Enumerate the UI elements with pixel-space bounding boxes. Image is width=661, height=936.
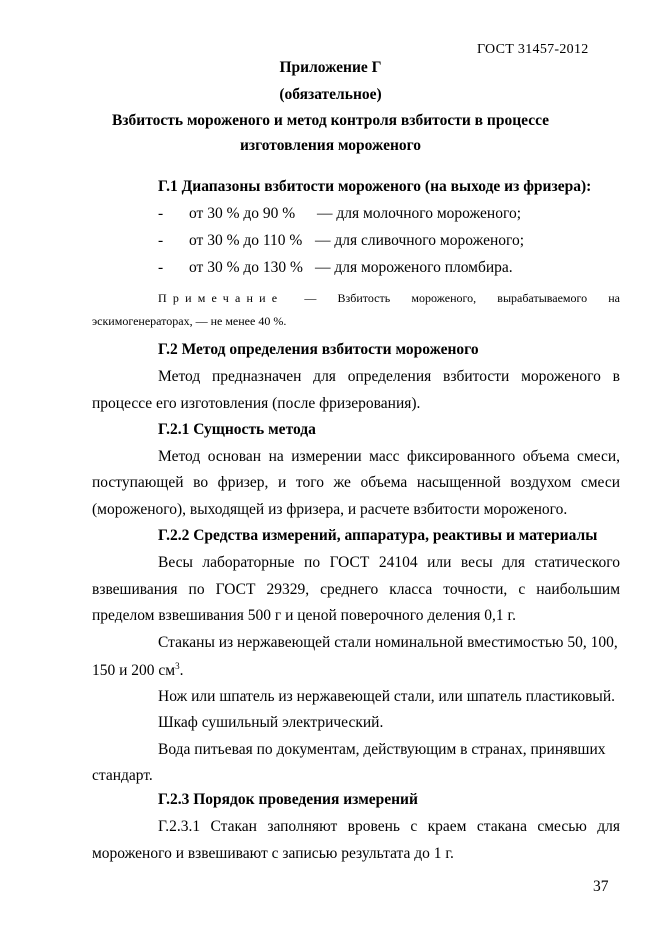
list-item-bullet: - [158,259,164,276]
standard-number: ГОСТ 31457-2012 [477,42,589,57]
paragraph-line: стандарт. [92,767,153,784]
note-line2: эскимогенераторах, — не менее 40 %. [92,314,287,328]
list-item-type: — для сливочного мороженого; [315,232,525,249]
paragraph-line: процессе его изготовления (после фризерования). [92,395,421,412]
paragraph-line: Весы лабораторные по ГОСТ 24104 или весы для статического [158,554,620,571]
paragraph-line: (мороженого), выходящей из фризера, и расчете взбитости мороженого. [92,501,568,518]
paragraph-line [92,661,183,680]
list-item-bullet: - [158,205,164,222]
list-item-bullet: - [158,232,164,249]
paragraph-line: мороженого и взвешивают с записью результата до 1 г. [92,845,454,862]
section-g22-heading: Г.2.2 Средства измерений, аппаратура, реактивы и материалы [158,527,598,544]
section-g2-heading: Г.2 Метод определения взбитости мороженого [158,341,479,358]
appendix-status: (обязательное) [279,86,382,103]
paragraph-line: взвешивания по ГОСТ 29329, среднего класса точности, с наибольшим [92,581,620,598]
section-g23-heading: Г.2.3 Порядок проведения измерений [158,791,418,808]
paragraph-line: Стаканы из нержавеющей стали номинальной вместимостью 50, 100, [158,634,618,651]
cups-end: . [179,662,184,680]
list-item-range: от 30 % до 90 % [189,205,296,222]
note-line1 [158,291,620,306]
cubic-superscript: 3 [175,661,180,671]
paragraph-line: поступающей во фризер, и того же объема насыщенной воздухом смеси [92,474,620,491]
list-item-type: — для молочного мороженого; [317,205,522,222]
paragraph-line: Метод предназначен для определения взбитости мороженого в [158,368,620,385]
list-item-range: от 30 % до 130 % [189,259,303,276]
note-text: — Взбитость мороженого, вырабатываемого на [304,291,621,305]
appendix-heading-line1: Взбитость мороженого и метод контроля взбитости в процессе [111,112,550,129]
note-label: Примечание [158,291,284,305]
paragraph-line: Шкаф сушильный электрический. [158,714,384,731]
cups-text: 150 и 200 см [92,662,176,680]
appendix-heading-line2: изготовления мороженого [239,137,422,154]
paragraph-line: пределом взвешивания 500 г и ценой поверочного деления 0,1 г. [92,607,517,624]
paragraph-line: Г.2.3.1 Стакан заполняют вровень с краем стакана смесью для [158,818,620,835]
section-g21-heading: Г.2.1 Сущность метода [158,421,316,438]
appendix-title: Приложение Г [279,59,382,76]
paragraph-line: Нож или шпатель из нержавеющей стали, или шпатель пластиковый. [158,688,615,705]
list-item-range: от 30 % до 110 % [189,232,303,249]
page-number: 37 [593,878,609,895]
paragraph-line: Вода питьевая по документам, действующим в странах, принявших [158,741,606,758]
section-g1-heading: Г.1 Диапазоны взбитости мороженого (на выходе из фризера): [158,178,592,195]
paragraph-line: Метод основан на измерении масс фиксированного объема смеси, [158,448,620,465]
list-item-type: — для мороженого пломбира. [315,259,513,276]
